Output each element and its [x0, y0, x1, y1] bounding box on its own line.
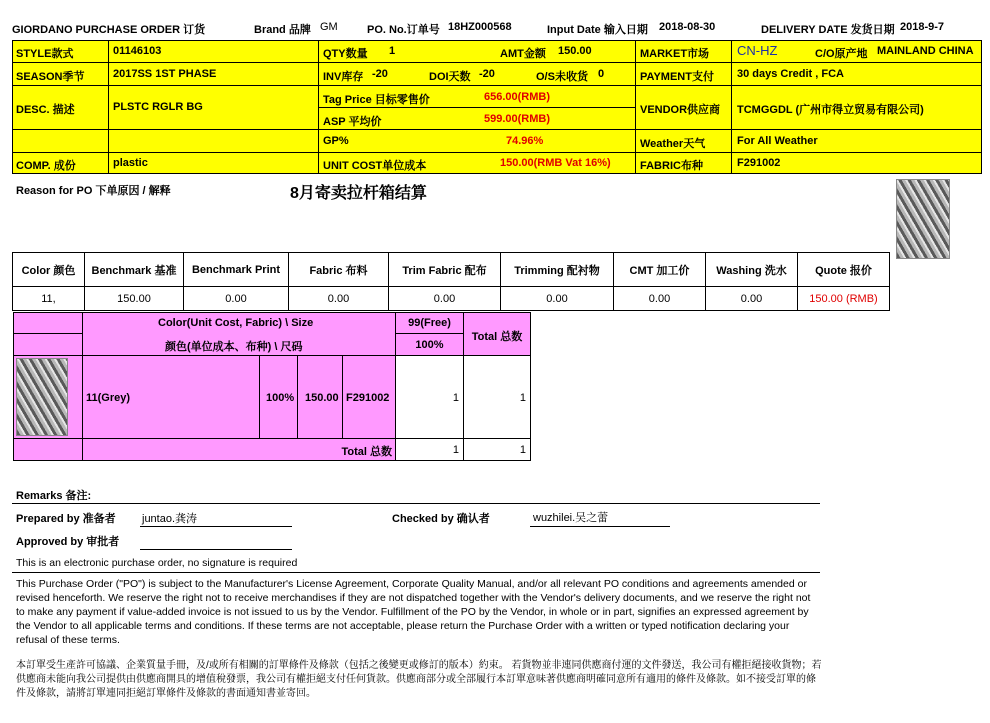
row-cost: 150.00	[305, 392, 339, 404]
po-info-grid	[12, 40, 982, 174]
cost-value-washing: 0.00	[706, 287, 798, 311]
asp-label: ASP 平均价	[323, 116, 382, 128]
cost-header-washing: Washing 洗水	[706, 253, 798, 287]
row-qty: 1	[452, 392, 459, 404]
cost-table-header-row	[13, 253, 890, 287]
desc-value: PLSTC RGLR BG	[113, 101, 203, 113]
style-value: 01146103	[113, 45, 162, 57]
desc-label: DESC. 描述	[16, 104, 75, 116]
row-pct-cell	[259, 355, 298, 439]
total-label-cell	[82, 438, 396, 461]
cost-header-benchmark-print: Benchmark Print	[184, 253, 289, 287]
cost-header-trim-fabric: Trim Fabric 配布	[389, 253, 501, 287]
product-photo	[896, 179, 950, 259]
payment-label: PAYMENT支付	[640, 71, 714, 83]
row-photo-cell	[13, 355, 83, 439]
row-product-photo	[16, 358, 68, 436]
terms-chinese: 本訂單受生產許可協議、企業質量手冊，及/或所有相關的訂單條件及條款（包括之後變更或修訂的版本）約束。 若貨物並非連同供應商付運的文件發送，我公司有權拒絕接收貨物；若供應商未能向我公司提供由供應商開具的增值稅發票，我公司有權拒絕支付任何貨款。供應商部分或全部履行本訂單意味著供應商明確同意所有適用的條件及條款。如不接受訂單的條件及條款，請將訂單連同拒絕訂單條件及條款的書面通知書並寄回。	[16, 660, 822, 699]
unit-cost-value: 150.00(RMB Vat 16%)	[500, 157, 611, 169]
fabric-value: F291002	[737, 157, 781, 169]
qty-label: QTY数量	[323, 48, 368, 60]
cost-table	[12, 252, 890, 311]
grand-total: 1	[519, 444, 526, 456]
gp-label: GP%	[323, 135, 349, 147]
po-title: GIORDANO PURCHASE ORDER 订货	[12, 24, 206, 36]
tag-price-label: Tag Price 目标零售价	[323, 94, 430, 106]
remarks-label: Remarks 备注:	[16, 490, 92, 502]
total-qty: 1	[452, 444, 459, 456]
total-header-cell	[463, 312, 531, 356]
asp-value: 599.00(RMB)	[484, 113, 551, 125]
terms-english: This Purchase Order ("PO") is subject to the Manufacturer's License Agreement, Corporate Quality Manual, and/or all relevant PO conditions and agreements amended or revised henceforth. We reserve the right not to receive merchandises if they are not dispatched together with the Vendor's delivery documents, and we reserve the right not to make any payment if value-added invoice is not issued to us by the Vendor. Fulfillment of the PO by the Vendor, in whole or in part, signifies an expressed agreement by the Vendor to all applicable terms and conditions. If these terms are not acceptable, please return the Purchase Order with a written or typed notification declaring your refusal of these terms.	[16, 578, 811, 646]
fabric-label: FABRIC布种	[640, 160, 703, 172]
cost-value-benchmark: 150.00	[85, 287, 184, 311]
season-value: 2017SS 1ST PHASE	[113, 68, 217, 80]
origin-value: MAINLAND CHINA	[877, 45, 974, 57]
cost-value-benchmark-print: 0.00	[184, 287, 289, 311]
size-name: 99(Free)	[408, 317, 451, 329]
weather-label: Weather天气	[640, 138, 706, 150]
cost-value-trimming: 0.00	[501, 287, 614, 311]
comp-label: COMP. 成份	[16, 160, 76, 172]
total-header: Total 总数	[471, 331, 523, 343]
cost-value-color: 11,	[13, 287, 85, 311]
doi-value: -20	[479, 68, 495, 80]
checked-label: Checked by 确认者	[392, 513, 490, 525]
po-header	[12, 18, 982, 38]
brand-label: Brand 品牌	[254, 24, 311, 36]
approved-label: Approved by 审批者	[16, 536, 120, 548]
comp-value: plastic	[113, 157, 148, 169]
cost-value-cmt: 0.00	[614, 287, 706, 311]
size-header-cn: 颜色(单位成本、布种) \ 尺码	[165, 341, 303, 353]
market-label: MARKET市场	[640, 48, 710, 60]
cost-header-color: Color 颜色	[13, 253, 85, 287]
checked-value: wuzhilei.吴之蕾	[533, 512, 609, 524]
unit-cost-label: UNIT COST单位成本	[323, 160, 427, 172]
row-total-cell	[463, 355, 531, 439]
gp-value: 74.96%	[506, 135, 544, 147]
cost-header-quote: Quote 报价	[798, 253, 890, 287]
style-label: STYLE款式	[16, 48, 74, 60]
cost-value-fabric: 0.00	[289, 287, 389, 311]
qty-value: 1	[389, 45, 396, 57]
doi-label: DOI天数	[429, 71, 471, 83]
inv-label: INV库存	[323, 71, 364, 83]
brand-value: GM	[320, 21, 338, 33]
prepared-label: Prepared by 准备者	[16, 513, 116, 525]
os-value: 0	[598, 68, 605, 80]
payment-value: 30 days Credit , FCA	[737, 68, 844, 80]
row-fabric-cell	[342, 355, 396, 439]
delivery-date-label: DELIVERY DATE 发货日期	[761, 24, 895, 36]
electronic-note: This is an electronic purchase order, no signature is required	[16, 557, 298, 569]
vendor-value: TCMGGDL (广州市得立贸易有限公司)	[737, 104, 924, 116]
row-pct: 100%	[266, 392, 295, 404]
size-header-en: Color(Unit Cost, Fabric) \ Size	[158, 317, 314, 329]
cost-table-value-row	[13, 287, 890, 311]
row-cost-cell	[297, 355, 343, 439]
os-label: O/S未收货	[536, 71, 588, 83]
inv-value: -20	[372, 68, 388, 80]
cost-value-trim-fabric: 0.00	[389, 287, 501, 311]
total-qty-cell	[395, 438, 464, 461]
row-fabric: F291002	[346, 392, 390, 404]
cost-header-fabric: Fabric 布料	[289, 253, 389, 287]
po-number-value: 18HZ000568	[448, 21, 512, 33]
size-pct-cell	[395, 333, 464, 356]
tag-price-value: 656.00(RMB)	[484, 91, 551, 103]
size-name-cell	[395, 312, 464, 334]
prepared-value: juntao.龚涛	[142, 513, 198, 525]
amt-label: AMT金额	[500, 48, 546, 60]
delivery-date-value: 2018-9-7	[900, 21, 945, 33]
input-date-value: 2018-08-30	[659, 21, 716, 33]
size-pct: 100%	[415, 339, 444, 351]
reason-value: 8月寄卖拉杆箱结算	[290, 185, 427, 202]
cost-header-benchmark: Benchmark 基准	[85, 253, 184, 287]
amt-value: 150.00	[558, 45, 592, 57]
size-breakdown	[13, 312, 531, 462]
po-number-label: PO. No.订单号	[367, 24, 440, 36]
input-date-label: Input Date 输入日期	[547, 24, 648, 36]
reason-label: Reason for PO 下单原因 / 解释	[16, 185, 171, 197]
cost-header-cmt: CMT 加工价	[614, 253, 706, 287]
cost-value-quote: 150.00 (RMB)	[798, 287, 890, 311]
origin-label: C/O原产地	[815, 48, 868, 60]
market-value: CN-HZ	[737, 43, 778, 58]
grand-total-cell	[463, 438, 531, 461]
row-qty-cell	[395, 355, 464, 439]
row-color-cell	[82, 355, 260, 439]
total-label: Total 总数	[341, 446, 392, 458]
weather-value: For All Weather	[737, 135, 818, 147]
row-color: 11(Grey)	[86, 392, 131, 404]
row-total: 1	[519, 392, 526, 404]
size-header-color-cell	[82, 312, 396, 356]
cost-header-trimming: Trimming 配衬物	[501, 253, 614, 287]
vendor-label: VENDOR供应商	[640, 104, 721, 116]
season-label: SEASON季节	[16, 71, 85, 83]
